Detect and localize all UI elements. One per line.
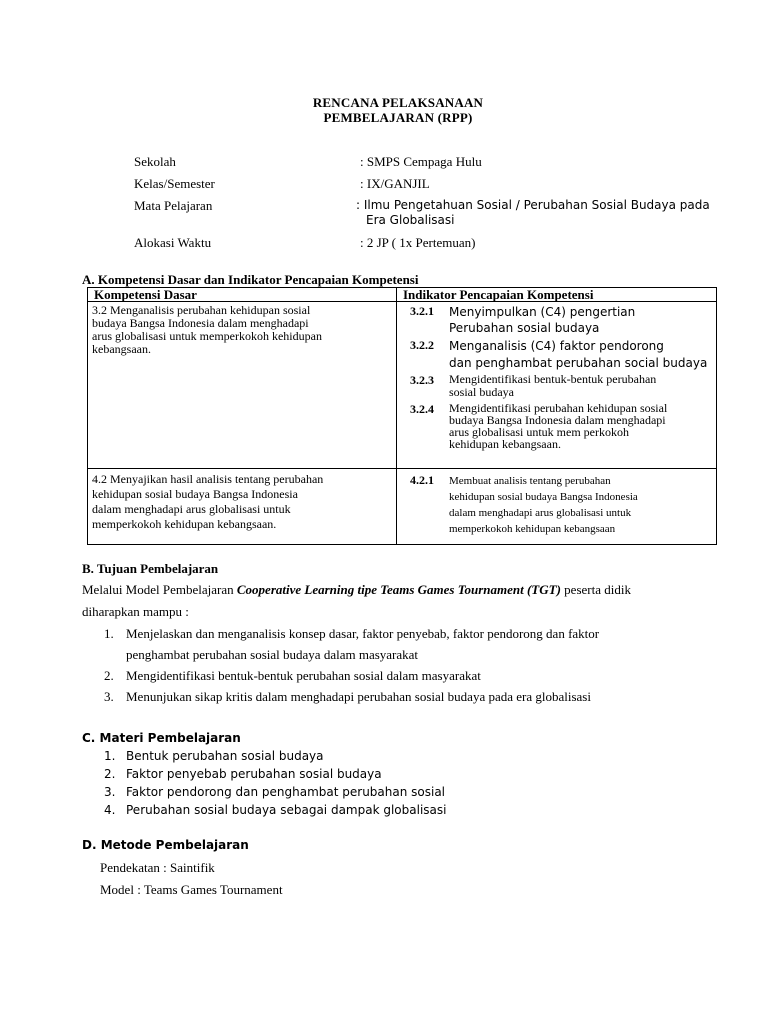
kd-line: kebangsaan. bbox=[92, 342, 151, 356]
section-c-heading: C. Materi Pembelajaran bbox=[82, 731, 241, 745]
school-value: : SMPS Cempaga Hulu bbox=[360, 154, 482, 169]
ind-line: Menyimpulkan (C4) pengertian bbox=[449, 305, 636, 319]
col-header-ipk: Indikator Pencapaian Kompetensi bbox=[403, 287, 594, 302]
list-item bbox=[104, 803, 446, 817]
class-label: Kelas/Semester bbox=[134, 176, 215, 191]
time-value: : 2 JP ( 1x Pertemuan) bbox=[360, 235, 476, 250]
ind-code: 3.2.1 bbox=[410, 304, 434, 318]
list-text: Faktor penyebab perubahan sosial budaya bbox=[126, 767, 382, 781]
kd-line: 3.2 Menganalisis perubahan kehidupan sosial bbox=[92, 303, 311, 317]
ind-3-2-3 bbox=[449, 373, 711, 399]
col-header-kd: Kompetensi Dasar bbox=[94, 287, 197, 302]
list-num: 2. bbox=[104, 668, 114, 683]
doc-title-line1: RENCANA PELAKSANAAN bbox=[312, 95, 484, 110]
doc-title-line2: PEMBELAJARAN (RPP) bbox=[323, 110, 473, 125]
ind-line: budaya Bangsa Indonesia dalam menghadapi bbox=[449, 413, 666, 427]
list-text: Mengidentifikasi bentuk-bentuk perubahan sosial dalam masyarakat bbox=[126, 668, 481, 683]
kd-line: memperkokoh kehidupan kebangsaan. bbox=[92, 517, 277, 531]
class-value: : IX/GANJIL bbox=[360, 176, 430, 191]
list-item bbox=[104, 767, 382, 781]
ind-4-2-1 bbox=[449, 473, 711, 537]
ind-3-2-1 bbox=[449, 304, 711, 336]
section-a-heading: A. Kompetensi Dasar dan Indikator Pencapaian Kompetensi bbox=[82, 272, 419, 287]
list-item bbox=[104, 749, 324, 763]
ind-line: arus globalisasi untuk mem perkokoh bbox=[449, 425, 629, 439]
ind-code: 3.2.4 bbox=[410, 402, 434, 416]
list-text: Bentuk perubahan sosial budaya bbox=[126, 749, 324, 763]
kd-line: dalam menghadapi arus globalisasi untuk bbox=[92, 502, 291, 516]
list-text: Menunjukan sikap kritis dalam menghadapi perubahan sosial budaya pada era globalisasi bbox=[126, 689, 591, 704]
ind-3-2-2 bbox=[449, 338, 711, 372]
subject-value: : Ilmu Pengetahuan Sosial / Perubahan Sosial Budaya pada bbox=[356, 198, 710, 212]
ind-3-2-4 bbox=[449, 402, 711, 450]
ind-line: dan penghambat perubahan social budaya bbox=[449, 356, 708, 370]
section-b-intro bbox=[82, 582, 631, 598]
school-label: Sekolah bbox=[134, 154, 176, 169]
ind-line: kehidupan sosial budaya Bangsa Indonesia bbox=[449, 491, 638, 503]
ind-line: Perubahan sosial budaya bbox=[449, 321, 600, 335]
kd-line: kehidupan sosial budaya Bangsa Indonesia bbox=[92, 487, 298, 501]
subject-label: Mata Pelajaran bbox=[134, 198, 213, 213]
ind-line: Mengidentifikasi bentuk-bentuk perubahan bbox=[449, 372, 657, 386]
list-num: 4. bbox=[104, 803, 116, 817]
list-text: Faktor pendorong dan penghambat perubahan sosial bbox=[126, 785, 446, 799]
ind-line: sosial budaya bbox=[449, 385, 514, 399]
ind-line: Menganalisis (C4) faktor pendorong bbox=[449, 339, 664, 353]
list-num: 1. bbox=[104, 626, 114, 641]
approach-text: Pendekatan : Saintifik bbox=[100, 860, 215, 875]
intro-text: Melalui Model Pembelajaran bbox=[82, 582, 237, 597]
kd-line: arus globalisasi untuk memperkokoh kehidupan bbox=[92, 329, 322, 343]
kd-line: budaya Bangsa Indonesia dalam menghadapi bbox=[92, 316, 309, 330]
list-text: Menjelaskan dan menganalisis konsep dasar, faktor penyebab, faktor pendorong dan faktor bbox=[126, 626, 600, 641]
list-item bbox=[104, 626, 599, 642]
ind-code: 3.2.3 bbox=[410, 373, 434, 387]
list-item bbox=[104, 785, 445, 799]
ind-line: kehidupan kebangsaan. bbox=[449, 437, 561, 451]
ind-line: memperkokoh kehidupan kebangsaan bbox=[449, 523, 616, 535]
list-item-cont: penghambat perubahan sosial budaya dalam masyarakat bbox=[126, 647, 419, 662]
ind-line: dalam menghadapi arus globalisasi untuk bbox=[449, 507, 632, 519]
model-text: Model : Teams Games Tournament bbox=[100, 882, 283, 897]
ind-line: Membuat analisis tentang perubahan bbox=[449, 475, 611, 487]
section-b-intro-cont: diharapkan mampu : bbox=[82, 604, 189, 619]
list-num: 2. bbox=[104, 767, 116, 781]
section-d-heading: D. Metode Pembelajaran bbox=[82, 838, 249, 852]
list-item bbox=[104, 668, 481, 684]
intro-model: Cooperative Learning tipe Teams Games Tournament (TGT) bbox=[236, 582, 561, 597]
intro-text: peserta didik bbox=[560, 582, 631, 597]
list-num: 3. bbox=[104, 785, 116, 799]
ind-line: Mengidentifikasi perubahan kehidupan sosial bbox=[449, 401, 668, 415]
ind-code: 4.2.1 bbox=[410, 473, 434, 487]
list-item bbox=[104, 689, 591, 705]
time-label: Alokasi Waktu bbox=[134, 235, 212, 250]
list-text: Perubahan sosial budaya sebagai dampak globalisasi bbox=[126, 803, 447, 817]
kd-4-2 bbox=[92, 472, 392, 532]
list-num: 3. bbox=[104, 689, 114, 704]
list-num: 1. bbox=[104, 749, 116, 763]
kd-3-2 bbox=[92, 304, 392, 356]
subject-value-cont: Era Globalisasi bbox=[366, 213, 455, 227]
kd-line: 4.2 Menyajikan hasil analisis tentang perubahan bbox=[92, 472, 324, 486]
section-b-heading: B. Tujuan Pembelajaran bbox=[82, 561, 219, 576]
ind-code: 3.2.2 bbox=[410, 338, 434, 352]
